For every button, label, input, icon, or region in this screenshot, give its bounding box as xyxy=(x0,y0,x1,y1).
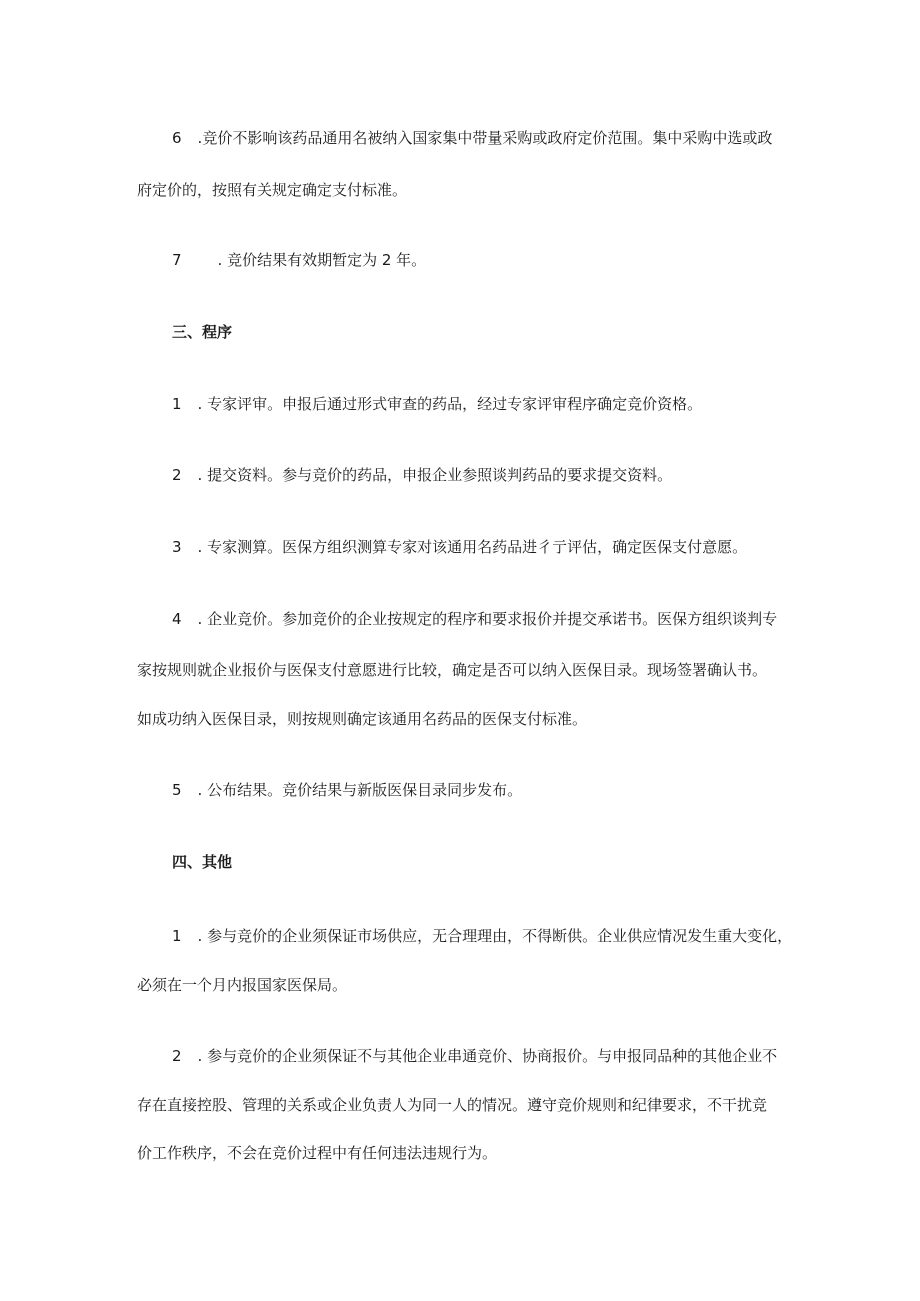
item-number: 3 xyxy=(172,538,182,556)
procedure-item-4-continuation-1 xyxy=(137,660,767,680)
other-item-2 xyxy=(172,1046,777,1066)
item-number: 7 xyxy=(172,251,182,269)
section-heading-other: 四、其他 xyxy=(172,853,233,871)
item-6-continuation xyxy=(137,180,407,200)
item-text-continuation: 价工作秩序，不会在竞价过程中有任何违法违规行为。 xyxy=(137,1144,498,1162)
item-text-continuation: 必须在一个月内报国家医保局。 xyxy=(137,976,348,994)
item-text-continuation: 家按规则就企业报价与医保支付意愿进行比较，确定是否可以纳入医保目录。现场签署确认书。 xyxy=(137,661,768,679)
procedure-item-2 xyxy=(172,465,672,485)
procedure-item-4 xyxy=(172,609,777,629)
item-text: . 参与竞价的企业须保证市场供应，无合理理由，不得断供。企业供应情况发生重大变化， xyxy=(197,927,793,945)
other-item-1 xyxy=(172,926,792,946)
other-item-2-continuation-1 xyxy=(137,1095,767,1115)
item-text: . 公布结果。竞价结果与新版医保目录同步发布。 xyxy=(197,781,523,799)
item-number: 4 xyxy=(172,610,182,628)
procedure-item-1 xyxy=(172,394,702,414)
item-text: . 专家测算。医保方组织测算专家对该通用名药品进彳亍评估，确定医保支付意愿。 xyxy=(197,538,748,556)
item-number: 5 xyxy=(172,781,182,799)
item-number: 2 xyxy=(172,466,182,484)
item-text: . 参与竞价的企业须保证不与其他企业串通竞价、协商报价。与申报同品种的其他企业不 xyxy=(197,1047,778,1065)
item-text-continuation: 存在直接控股、管理的关系或企业负责人为同一人的情况。遵守竞价规则和纪律要求，不干扰竞 xyxy=(137,1096,768,1114)
other-item-1-continuation xyxy=(137,975,347,995)
section-heading-procedure: 三、程序 xyxy=(172,323,233,341)
item-7 xyxy=(172,250,426,270)
procedure-item-3 xyxy=(172,537,747,557)
other-item-2-continuation-2 xyxy=(137,1143,497,1163)
item-number: 1 xyxy=(172,927,182,945)
procedure-item-5 xyxy=(172,780,522,800)
item-text: .竞价不影响该药品通用名被纳入国家集中带量采购或政府定价范围。集中采购中选或政 xyxy=(197,129,773,147)
item-text-continuation: 府定价的，按照有关规定确定支付标准。 xyxy=(137,181,408,199)
item-number: 1 xyxy=(172,395,182,413)
item-number: 2 xyxy=(172,1047,182,1065)
item-text: . 企业竞价。参加竞价的企业按规定的程序和要求报价并提交承诺书。医保方组织谈判专 xyxy=(197,610,778,628)
procedure-item-4-continuation-2 xyxy=(137,709,587,729)
item-text: . 提交资料。参与竞价的药品，申报企业参照谈判药品的要求提交资料。 xyxy=(197,466,673,484)
item-text: . 专家评审。申报后通过形式审查的药品，经过专家评审程序确定竞价资格。 xyxy=(197,395,703,413)
item-text-continuation: 如成功纳入医保目录，则按规则确定该通用名药品的医保支付标准。 xyxy=(137,710,588,728)
item-text: . 竞价结果有效期暂定为 2 年。 xyxy=(217,251,427,269)
item-6 xyxy=(172,128,772,148)
item-number: 6 xyxy=(172,129,182,147)
